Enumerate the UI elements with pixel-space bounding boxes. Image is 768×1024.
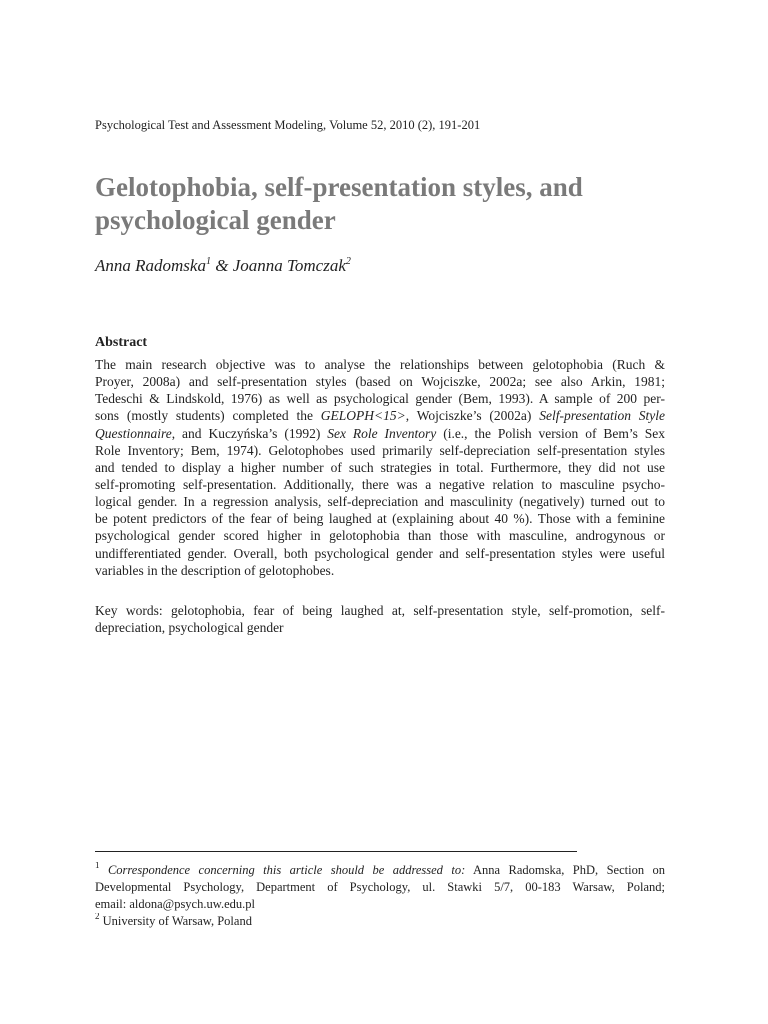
abstract-line: variables in the description of gelotophobes. — [95, 562, 335, 578]
abstract-line: psychological gender scored higher in gelotophobia than those with masculine, androgynous or — [95, 528, 665, 544]
author-line — [95, 255, 351, 277]
abstract-line: self-promoting self-presentation. Additionally, there was a negative relation to masculine psycho- — [95, 476, 665, 492]
paper-title: Gelotophobia, self-presentation styles, and psychological gender — [95, 172, 583, 235]
instrument-name: Questionnaire — [95, 425, 172, 441]
abstract-line: undifferentiated gender. Overall, both psychological gender and self-presentation styles were useful — [95, 545, 665, 561]
abstract-line: Role Inventory; Bem, 1974). Gelotophobes used primarily self-depreciation self-presentation styles — [95, 442, 665, 458]
affiliation-mark: 1 — [205, 256, 211, 267]
abstract-line: Tedeschi & Lindskold, 1976) as well as psychological gender (Bem, 1993). A sample of 200 per- — [95, 391, 665, 407]
running-head: Psychological Test and Assessment Modeling, Volume 52, 2010 (2), 191-201 — [95, 118, 481, 132]
abstract-line: Proyer, 2008a) and self-presentation styles (based on Wojciszke, 2002a; see also Arkin, 1981; — [95, 374, 665, 390]
footnote-mark: 2 — [95, 913, 100, 921]
abstract-line — [95, 407, 665, 424]
author-name: Anna Radomska — [95, 256, 206, 275]
footnote-text: Anna Radomska, PhD, Section on — [465, 863, 665, 877]
abstract-text: , Wojciszke’s (2002a) — [405, 408, 540, 424]
abstract-line: and tended to display a higher number of such strategies in total. Furthermore, they did not use — [95, 459, 665, 475]
footnote-mark: 1 — [95, 862, 100, 870]
abstract-text: sons (mostly students) completed the — [95, 408, 321, 424]
author-name: Joanna Tomczak — [232, 256, 346, 275]
instrument-name: Self-presentation Style — [539, 408, 665, 424]
keywords — [95, 602, 665, 636]
footnote-2-line — [95, 913, 665, 930]
footnote-text: University of Warsaw, Poland — [102, 914, 252, 928]
abstract-line — [95, 425, 665, 442]
footnote-lead: Correspondence concerning this article should be addressed to: — [107, 863, 466, 877]
footnote-1-line — [95, 862, 665, 879]
abstract-body — [95, 356, 665, 579]
footnote-email: email: aldona@psych.uw.edu.pl — [95, 897, 255, 911]
author-separator: & — [210, 256, 233, 275]
abstract-heading: Abstract — [95, 335, 148, 350]
keywords-line: Key words: gelotophobia, fear of being laughed at, self-presentation style, self-promotion, self- — [95, 603, 665, 618]
abstract-line: be potent predictors of the fear of being laughed at (explaining about 40 %). Those with a feminine — [95, 511, 665, 527]
affiliation-mark: 2 — [345, 256, 351, 267]
abstract-line: The main research objective was to analyse the relationships between gelotophobia (Ruch & — [95, 357, 665, 372]
abstract-text: , and Kuczyńska’s (1992) — [171, 425, 328, 441]
footnotes — [95, 862, 665, 930]
footnote-1-line: Developmental Psychology, Department of Psychology, ul. Stawki 5/7, 00-183 Warsaw, Poland; — [95, 880, 665, 894]
abstract-text: (i.e., the Polish version of Bem’s Sex — [436, 425, 665, 441]
footnote-rule — [95, 851, 577, 852]
instrument-name: Sex Role Inventory — [327, 425, 437, 441]
abstract-line: logical gender. In a regression analysis, self-depreciation and masculinity (negatively) turned out to — [95, 494, 665, 510]
instrument-name: GELOPH<15> — [320, 408, 406, 424]
keywords-line: depreciation, psychological gender — [95, 620, 284, 636]
